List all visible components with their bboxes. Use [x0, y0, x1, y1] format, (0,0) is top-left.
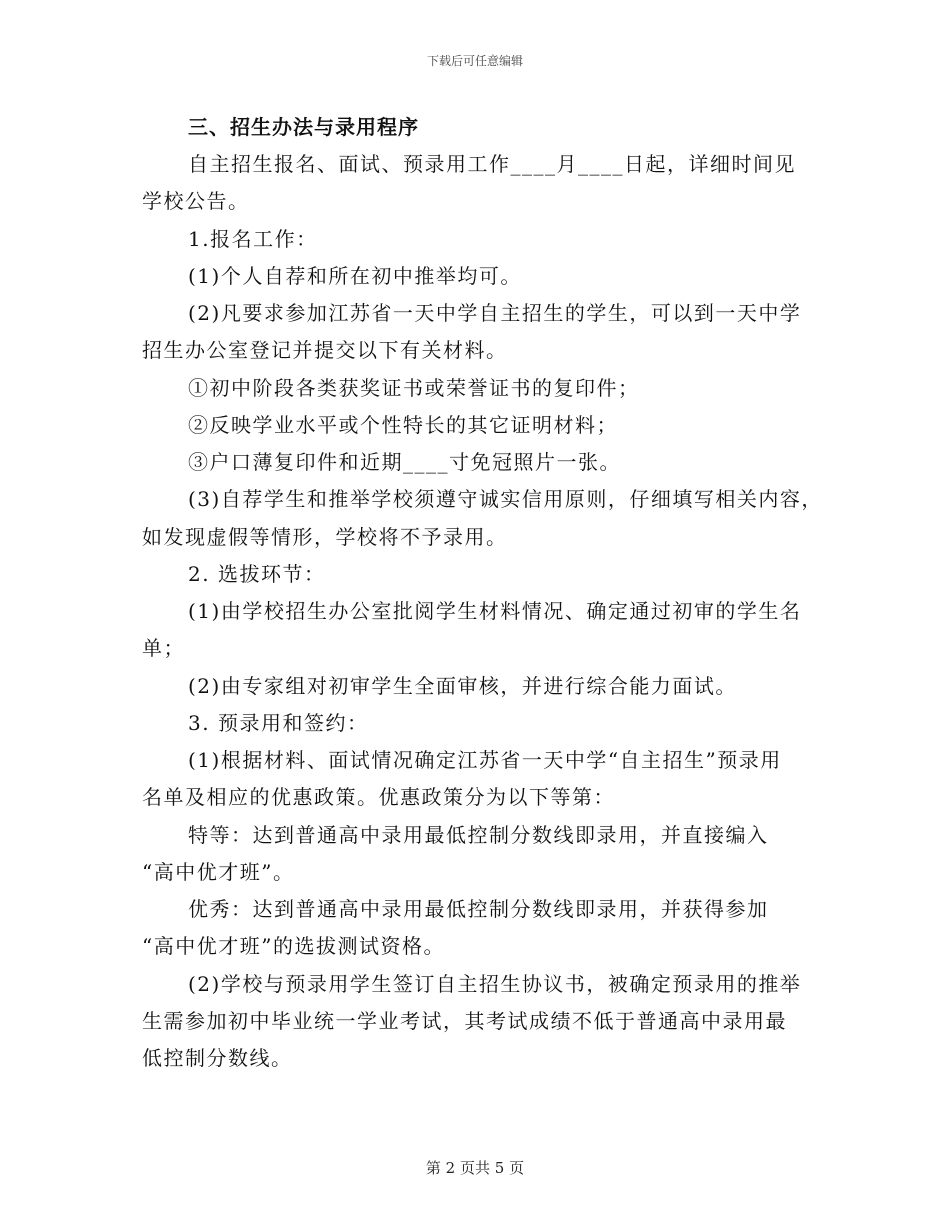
paragraph-line: (2)凡要求参加江苏省一天中学自主招生的学生，可以到一天中学 [188, 301, 802, 325]
paragraph-line: 单； [142, 636, 185, 660]
paragraph-line: 2. 选拔环节： [188, 562, 326, 586]
paragraph-line: (1)根据材料、面试情况确定江苏省一天中学“自主招生”预录用 [188, 748, 782, 772]
paragraph-line: 低控制分数线。 [142, 1046, 293, 1070]
paragraph-line: ③户口薄复印件和近期____寸免冠照片一张。 [188, 450, 621, 474]
page-footer: 第 2 页共 5 页 [425, 1159, 525, 1177]
paragraph-line: 学校公告。 [142, 189, 250, 213]
paragraph-line: 3. 预录用和签约： [188, 711, 369, 735]
paragraph-line: 招生办公室登记并提交以下有关材料。 [142, 338, 508, 362]
page-header: 下载后可任意编辑 [426, 54, 523, 68]
paragraph-line: 名单及相应的优惠政策。优惠政策分为以下等第： [142, 785, 615, 809]
paragraph-line: ①初中阶段各类获奖证书或荣誉证书的复印件； [188, 376, 640, 400]
paragraph-line: (1)由学校招生办公室批阅学生材料情况、确定通过初审的学生名 [188, 599, 802, 623]
paragraph-line: (2)学校与预录用学生签订自主招生协议书，被确定预录用的推举 [188, 972, 802, 996]
paragraph-line: 1.报名工作： [188, 227, 318, 251]
paragraph-line: 生需参加初中毕业统一学业考试，其考试成绩不低于普通高中录用最 [142, 1009, 787, 1033]
paragraph-line: (1)个人自荐和所在初中推举均可。 [188, 264, 522, 288]
paragraph-line: 特等：达到普通高中录用最低控制分数线即录用，并直接编入 [188, 823, 769, 847]
section-heading: 三、招生办法与录用程序 [188, 115, 419, 139]
paragraph-line: 自主招生报名、面试、预录用工作____月____日起，详细时间见 [188, 152, 796, 176]
paragraph-line: “高中优才班”。 [142, 860, 295, 884]
paragraph-line: ②反映学业水平或个性特长的其它证明材料； [188, 413, 618, 437]
paragraph-line: 如发现虚假等情形，学校将不予录用。 [142, 525, 508, 549]
paragraph-line: “高中优才班”的选拔测试资格。 [142, 934, 445, 958]
paragraph-line: (2)由专家组对初审学生全面审核，并进行综合能力面试。 [188, 674, 737, 698]
paragraph-line: (3)自荐学生和推举学校须遵守诚实信用原则，仔细填写相关内容， [188, 487, 823, 511]
paragraph-line: 优秀：达到普通高中录用最低控制分数线即录用，并获得参加 [188, 897, 769, 921]
